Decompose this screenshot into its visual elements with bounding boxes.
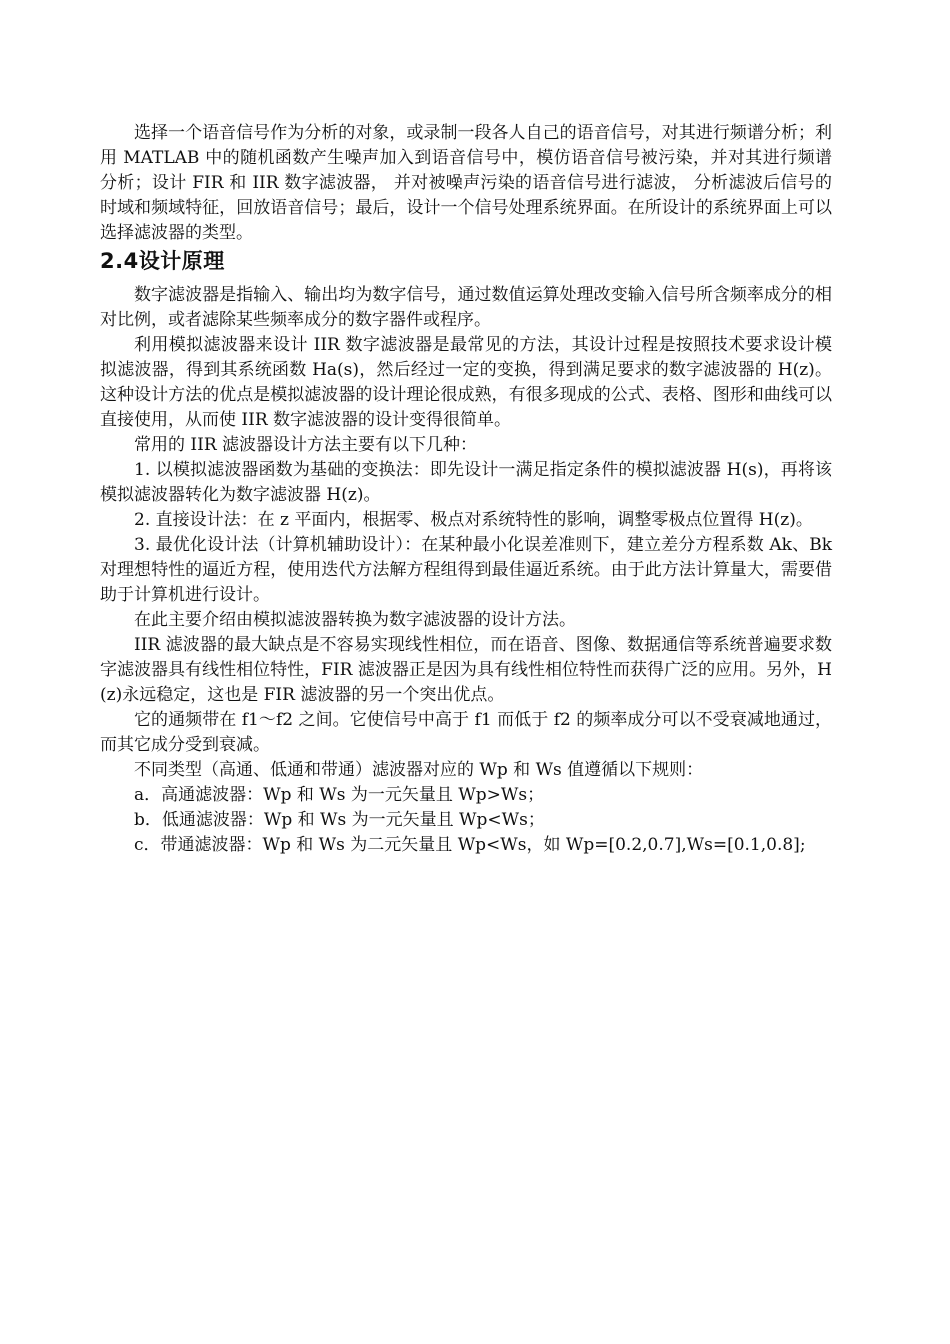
paragraph-iir-methods-intro: 常用的 IIR 滤波器设计方法主要有以下几种： [134,435,478,455]
document-body [100,121,832,858]
list-item-method-1: 1. 以模拟滤波器函数为基础的变换法：即先设计一满足指定条件的模拟滤波器 H(s)，再将该模拟滤波器转化为数字滤波器 H(z)。 [100,460,832,505]
list-item-lowpass: b．低通滤波器：Wp 和 Ws 为一元矢量且 Wp<Ws； [134,810,545,830]
paragraph-analog-to-digital: 在此主要介绍由模拟滤波器转换为数字滤波器的设计方法。 [134,610,576,630]
list-item-bandpass: c．带通滤波器：Wp 和 Ws 为二元矢量且 Wp<Ws，如 Wp=[0.2,0.7],Ws=[0.1,0.8]; [134,835,806,855]
paragraph-passband: 它的通频带在 f1～f2 之间。它使信号中高于 f1 而低于 f2 的频率成分可以不受衰减地通过，而其它成分受到衰减。 [100,710,832,755]
section-heading: 2.4设计原理 [100,249,225,273]
intro-paragraph: 选择一个语音信号作为分析的对象，或录制一段各人自己的语音信号，对其进行频谱分析；利用 MATLAB 中的随机函数产生噪声加入到语音信号中，模仿语音信号被污染，并对其进行频谱分析；设计 FIR 和 IIR 数字滤波器， 并对被噪声污染的语音信号进行滤波， 分析滤波后信号的时域和频域特征，回放语音信号；最后，设计一个信号处理系统界面。在所设计的系统界面上可以选择滤波器的类型。 [100,123,832,243]
paragraph-iir-vs-fir: IIR 滤波器的最大缺点是不容易实现线性相位，而在语音、图像、数据通信等系统普遍要求数字滤波器具有线性相位特性，FIR 滤波器正是因为具有线性相位特性而获得广泛的应用。另外，H(z)永远稳定，这也是 FIR 滤波器的另一个突出优点。 [100,635,832,705]
paragraph-wp-ws-rules: 不同类型（高通、低通和带通）滤波器对应的 Wp 和 Ws 值遵循以下规则： [134,760,704,780]
list-item-method-3: 3. 最优化设计法（计算机辅助设计）：在某种最小化误差准则下，建立差分方程系数 Ak、Bk 对理想特性的逼近方程，使用迭代方法解方程组得到最佳逼近系统。由于此方法计算量大，需要借助于计算机进行设计。 [100,535,832,605]
paragraph-iir-design-method: 利用模拟滤波器来设计 IIR 数字滤波器是最常见的方法，其设计过程是按照技术要求设计模拟滤波器，得到其系统函数 Ha(s)，然后经过一定的变换，得到满足要求的数字滤波器的 H(z)。这种设计方法的优点是模拟滤波器的设计理论很成熟，有很多现成的公式、表格、图形和曲线可以直接使用，从而使 IIR 数字滤波器的设计变得很简单。 [100,335,832,430]
paragraph-digital-filter-definition: 数字滤波器是指输入、输出均为数字信号，通过数值运算处理改变输入信号所含频率成分的相对比例，或者滤除某些频率成分的数字器件或程序。 [100,285,832,330]
list-item-highpass: a．高通滤波器：Wp 和 Ws 为一元矢量且 Wp>Ws； [134,785,545,805]
list-item-method-2: 2. 直接设计法：在 z 平面内，根据零、极点对系统特性的影响，调整零极点位置得 H(z)。 [134,510,813,530]
